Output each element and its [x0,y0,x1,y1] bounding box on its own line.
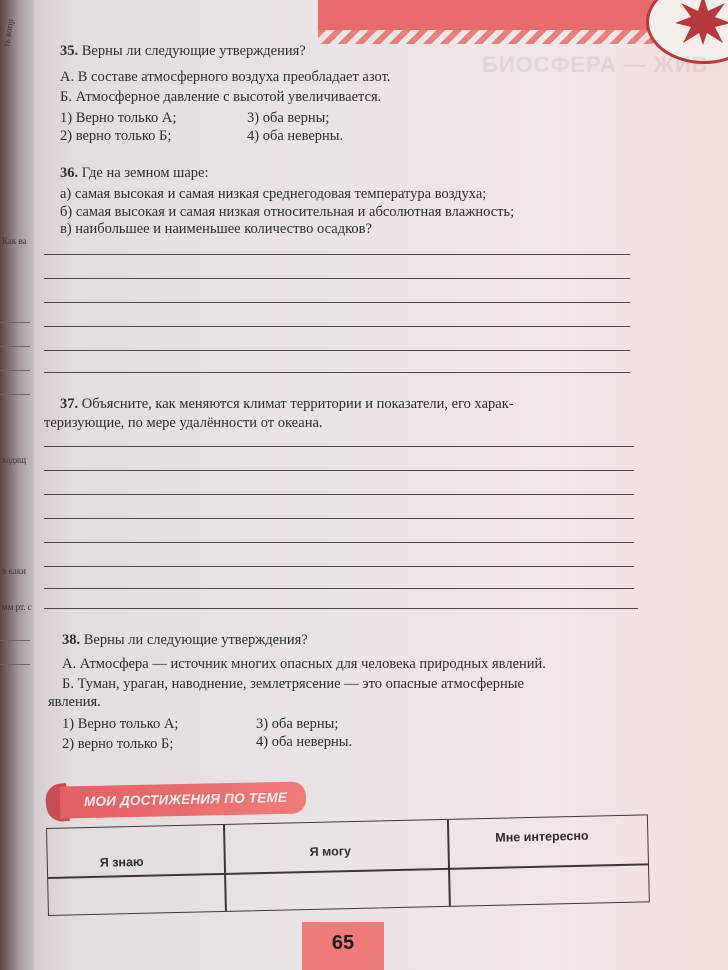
q37-line-2: теризующие, по мере удалённости от океана. [44,415,323,431]
prev-page-line [0,664,30,665]
q35-title: Верны ли следующие утверждения? [81,43,306,59]
prev-page-line [0,346,30,347]
achievements-title: МОИ ДОСТИЖЕНИЯ ПО ТЕМЕ [83,789,288,810]
answer-line[interactable] [44,608,638,609]
answer-line[interactable] [44,446,634,447]
q37-number: 37. [60,396,79,412]
prev-page-line [0,370,30,371]
table-column-divider [223,825,226,911]
q36-number: 36. [60,165,79,181]
q35-statement-a: А. В составе атмосферного воздуха преобладает азот. [60,69,391,85]
q38-heading [62,632,308,649]
q36-item-b: б) самая высокая и самая низкая относительная и абсолютная влажность; [60,204,515,220]
answer-line[interactable] [44,542,634,543]
achievements-banner [60,781,307,818]
prev-page-fragment: в каки [2,566,26,576]
answer-line[interactable] [44,566,634,567]
q38-option-4: 4) оба неверны. [256,734,353,750]
q38-option-3: 3) оба верны; [256,716,339,732]
q36-heading [60,165,209,182]
answer-line[interactable] [44,494,634,495]
answer-line[interactable] [44,518,634,519]
answer-line[interactable] [44,588,634,589]
q38-option-1: 1) Верно только А; [62,716,179,732]
answer-line[interactable] [44,470,634,471]
prev-page-fragment: Как ва [2,236,27,246]
q36-item-a: а) самая высокая и самая низкая среднегодовая температура воздуха; [60,186,487,202]
q35-heading [60,43,306,60]
q38-option-2: 2) верно только Б; [62,736,174,752]
q35-option-2: 2) верно только Б; [60,128,172,144]
page-number: 65 [331,932,355,954]
answer-line[interactable] [44,254,630,255]
prev-page-line [0,322,30,323]
q35-option-4: 4) оба неверны. [247,128,344,144]
q35-number: 35. [60,43,79,59]
answer-line[interactable] [44,326,630,327]
table-column-divider [447,820,450,906]
column-header-interesting: Мне интересно [495,828,589,845]
q37-line-1 [60,396,514,413]
previous-page-edge [0,0,34,970]
prev-page-line [0,640,30,641]
prev-page-line [0,394,30,395]
prev-page-fragment: мм рт. с [2,602,32,612]
page-number-tab [302,922,384,970]
ghost-heading: БИОСФЕРА — ЖИВ [482,52,709,77]
column-header-know: Я знаю [99,854,144,870]
answer-line[interactable] [44,278,630,279]
q38-title: Верны ли следующие утверждения? [83,632,308,648]
q37-text: Объясните, как меняются климат территории и показатели, его харак- [81,396,514,412]
column-header-can: Я могу [309,844,352,860]
achievements-table [46,814,650,916]
q35-statement-b: Б. Атмосферное давление с высотой увеличивается. [60,89,382,105]
answer-line[interactable] [44,372,630,373]
answer-line[interactable] [44,302,630,303]
q36-title: Где на земном шаре: [81,165,209,181]
q36-item-c: в) наибольшее и наименьшее количество осадков? [60,221,372,237]
prev-page-fragment: ходящ [2,455,27,465]
q38-statement-a: А. Атмосфера — источник многих опасных для человека природных явлений. [62,656,546,672]
q35-option-1: 1) Верно только А; [60,110,177,126]
star-icon [675,0,728,45]
q38-statement-b: Б. Туман, ураган, наводнение, землетрясение — это опасные атмосферные [62,676,524,692]
q38-statement-b-cont: явления. [48,694,101,710]
q38-number: 38. [62,632,81,648]
q35-option-3: 3) оба верны; [247,110,330,126]
answer-line[interactable] [44,350,630,351]
prev-page-fragment: ть вопр [0,18,16,48]
